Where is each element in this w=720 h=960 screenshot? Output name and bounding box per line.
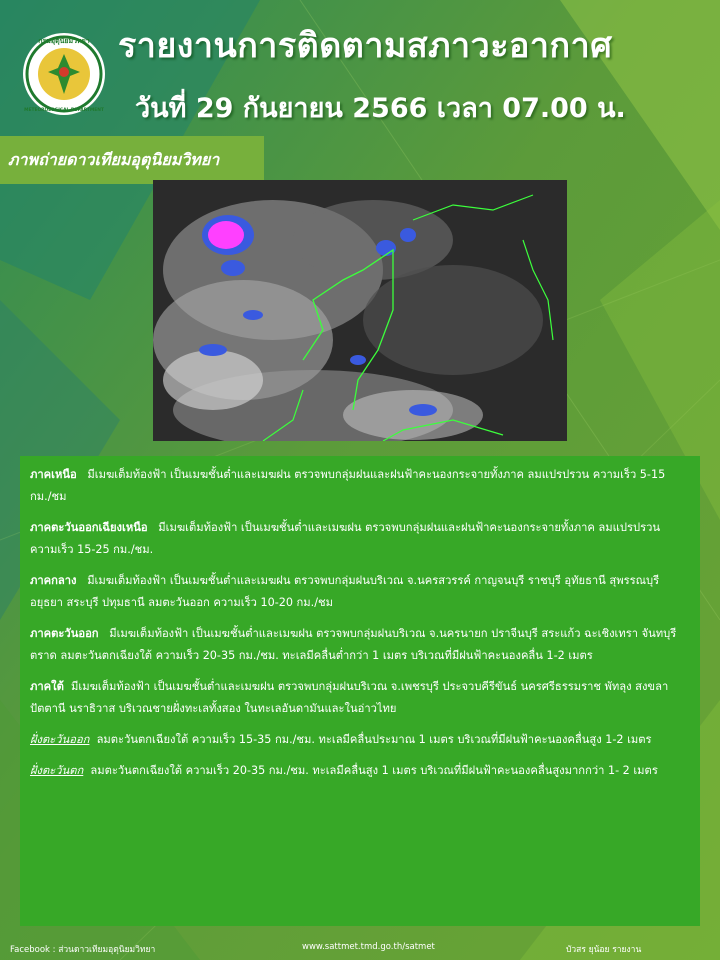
- tmd-logo: [22, 32, 106, 116]
- footer-facebook: Facebook : ส่วนดาวเทียมอุตุนิยมวิทยา: [10, 945, 156, 955]
- coast-text: ลมตะวันตกเฉียงใต้ ความเร็ว 20-35 กม./ชม. ทะเลมีคลื่นสูง 1 เมตร บริเวณที่มีฝนฟ้าคะนองคลื่นสูงมากกว่า 1- 2 เมตร: [90, 764, 658, 777]
- region-text: มีเมฆเต็มท้องฟ้า เป็นเมฆชั้นต่ำและเมฆฝน ตรวจพบกลุ่มฝนบริเวณ จ.นครนายก ปราจีนบุรี สระแก้ว ฉะเชิงเทรา จันทบุรี ตราด ลมตะวันตกเฉียงใต้ ความเร็ว 20-35 กม./ชม. ทะเลมีคลื่นต่ำกว่า 1 เมตร บริเวณที่มีฝนฟ้าคะนองคลื่น 1-2 เมตร: [30, 627, 677, 662]
- region-text: มีเมฆเต็มท้องฟ้า เป็นเมฆชั้นต่ำและเมฆฝน ตรวจพบกลุ่มฝนบริเวณ จ.นครสวรรค์ กาญจนบุรี ราชบุรี อุทัยธานี สุพรรณบุรี อยุธยา สระบุรี ปทุมธานี ลมตะวันออก ความเร็ว 10-20 กม./ชม: [30, 574, 660, 609]
- page-title: รายงานการติดตามสภาวะอากาศ: [118, 26, 613, 66]
- region-text: มีเมฆเต็มท้องฟ้า เป็นเมฆชั้นต่ำและเมฆฝน ตรวจพบกลุ่มฝนและฝนฟ้าคะนองกระจายทั้งภาค ลมแปรปรวน ความเร็ว 15-25 กม./ชม.: [30, 521, 661, 556]
- satellite-image: [153, 180, 567, 441]
- region-east: [30, 623, 688, 667]
- report-date: วันที่ 29 กันยายน 2566 เวลา 07.00 น.: [135, 93, 626, 124]
- coast-name: ฝั่งตะวันตก: [30, 764, 84, 777]
- logo-label: กรมอุตุนิยมวิทยา: [38, 37, 90, 45]
- region-text: มีเมฆเต็มท้องฟ้า เป็นเมฆชั้นต่ำและเมฆฝน ตรวจพบกลุ่มฝนและฝนฟ้าคะนองกระจายทั้งภาค ลมแปรปรวน ความเร็ว 5-15 กม./ชม: [30, 468, 666, 503]
- region-name: ภาคตะวันออกเฉียงเหนือ: [30, 521, 148, 534]
- section-label: ภาพถ่ายดาวเทียมอุตุนิยมวิทยา: [0, 136, 264, 184]
- region-central: [30, 570, 688, 614]
- coast-west: [30, 760, 688, 782]
- footer-reporter: บัวสร ยุน้อย รายงาน: [566, 945, 642, 955]
- region-name: ภาคเหนือ: [30, 468, 77, 481]
- footer-website[interactable]: www.sattmet.tmd.go.th/satmet: [302, 942, 435, 952]
- coast-text: ลมตะวันตกเฉียงใต้ ความเร็ว 15-35 กม./ชม. ทะเลมีคลื่นประมาณ 1 เมตร บริเวณที่มีฝนฟ้าคะนองคลื่นสูง 1-2 เมตร: [96, 733, 652, 746]
- region-north: [30, 464, 688, 508]
- coast-east: [30, 729, 688, 751]
- region-text: มีเมฆเต็มท้องฟ้า เป็นเมฆชั้นต่ำและเมฆฝน ตรวจพบกลุ่มฝนบริเวณ จ.เพชรบุรี ประจวบคีรีขันธ์ นครศรีธรรมราช พัทลุง สงขลา ปัตตานี นราธิวาส บริเวณชายฝั่งทะเลทั้งสอง ในทะเลอันดามันและในอ่าวไทย: [30, 680, 669, 715]
- region-northeast: [30, 517, 688, 561]
- region-name: ภาคกลาง: [30, 574, 77, 587]
- weather-report-box: [20, 456, 700, 926]
- coast-name: ฝั่งตะวันออก: [30, 733, 90, 746]
- logo-sublabel: METEOROLOGICAL DEPARTMENT: [24, 108, 104, 113]
- region-name: ภาคตะวันออก: [30, 627, 99, 640]
- region-name: ภาคใต้: [30, 680, 64, 693]
- region-south: [30, 676, 688, 720]
